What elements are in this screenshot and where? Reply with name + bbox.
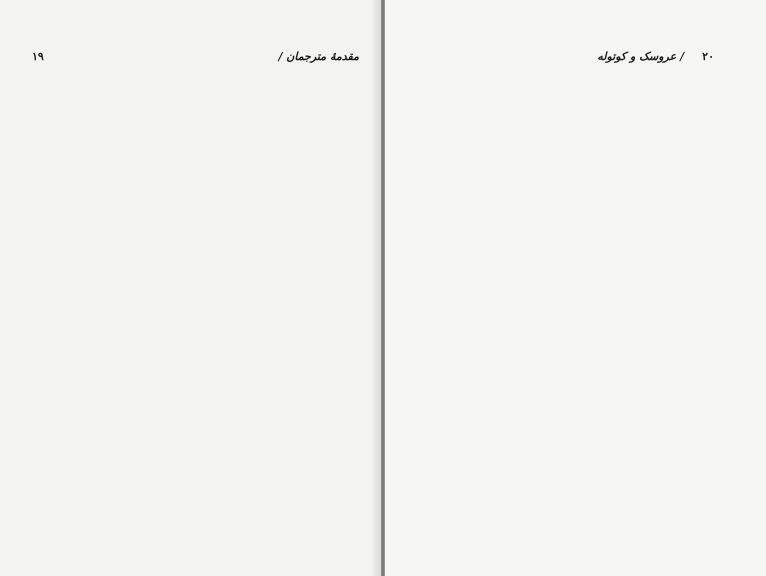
- left-text-line: [30, 80, 357, 97]
- left-text-line: [30, 250, 357, 267]
- right-page-number: ٢٠: [702, 50, 714, 63]
- right-text-line: [405, 540, 716, 557]
- left-text-line: [30, 370, 357, 387]
- right-running-head: [405, 50, 714, 66]
- right-text-line: [405, 421, 716, 438]
- left-page: [0, 0, 381, 576]
- right-text-line: [405, 489, 716, 506]
- right-text-line: [405, 165, 716, 182]
- left-running-head-title: مقدمهٔ مترجمان /: [278, 50, 359, 63]
- right-text-line: [405, 182, 716, 199]
- left-text-line: [30, 319, 357, 336]
- left-text-line: [30, 421, 357, 438]
- left-text-line: [30, 489, 357, 506]
- left-text-line: [30, 233, 357, 250]
- left-page-number: ١٩: [32, 50, 44, 63]
- right-text-line: [405, 404, 716, 421]
- right-text-line: [405, 80, 716, 97]
- right-text-line: [405, 199, 716, 216]
- right-text-line: [405, 438, 716, 455]
- left-text-line: [30, 455, 357, 472]
- right-text-line: [405, 268, 716, 285]
- left-running-head: [32, 50, 359, 66]
- right-text-line: [405, 114, 716, 131]
- right-text-line: [405, 370, 716, 387]
- left-text-line: [30, 557, 357, 574]
- left-text-line: [30, 182, 357, 199]
- left-text-line: [30, 353, 357, 370]
- right-text-line: [405, 557, 716, 574]
- left-text-line: [30, 165, 357, 182]
- left-text-line: [30, 336, 357, 353]
- right-text-line: [405, 472, 716, 489]
- left-page-body: [30, 80, 357, 576]
- right-text-line: [405, 285, 716, 302]
- right-text-line: [405, 455, 716, 472]
- right-text-line: [405, 387, 716, 404]
- left-text-line: [30, 404, 357, 421]
- gutter-shadow-left: [371, 0, 381, 576]
- left-text-line: [30, 285, 357, 302]
- left-text-line: [30, 97, 357, 114]
- left-text-line: [30, 268, 357, 285]
- left-text-line: [30, 387, 357, 404]
- left-text-line: [30, 148, 357, 165]
- right-text-line: [405, 336, 716, 353]
- left-text-line: [30, 216, 357, 233]
- left-text-line: [30, 131, 357, 148]
- right-text-line: [405, 523, 716, 540]
- right-text-line: [405, 131, 716, 148]
- left-text-line: [30, 540, 357, 557]
- right-page: [385, 0, 766, 576]
- left-text-line: [30, 438, 357, 455]
- left-text-line: [30, 199, 357, 216]
- right-text-line: [405, 302, 716, 319]
- right-text-line: [405, 250, 716, 267]
- left-text-line: [30, 523, 357, 540]
- left-text-line: [30, 472, 357, 489]
- right-text-line: [405, 506, 716, 523]
- right-running-head-title: / عروسک و کوتوله: [597, 50, 684, 63]
- left-text-line: [30, 302, 357, 319]
- left-text-line: [30, 114, 357, 131]
- right-text-line: [405, 233, 716, 250]
- left-text-line: [30, 506, 357, 523]
- right-text-line: [405, 148, 716, 165]
- right-text-line: [405, 319, 716, 336]
- right-text-line: [405, 353, 716, 370]
- right-text-line: [405, 216, 716, 233]
- right-text-line: [405, 97, 716, 114]
- right-page-body: [405, 80, 716, 574]
